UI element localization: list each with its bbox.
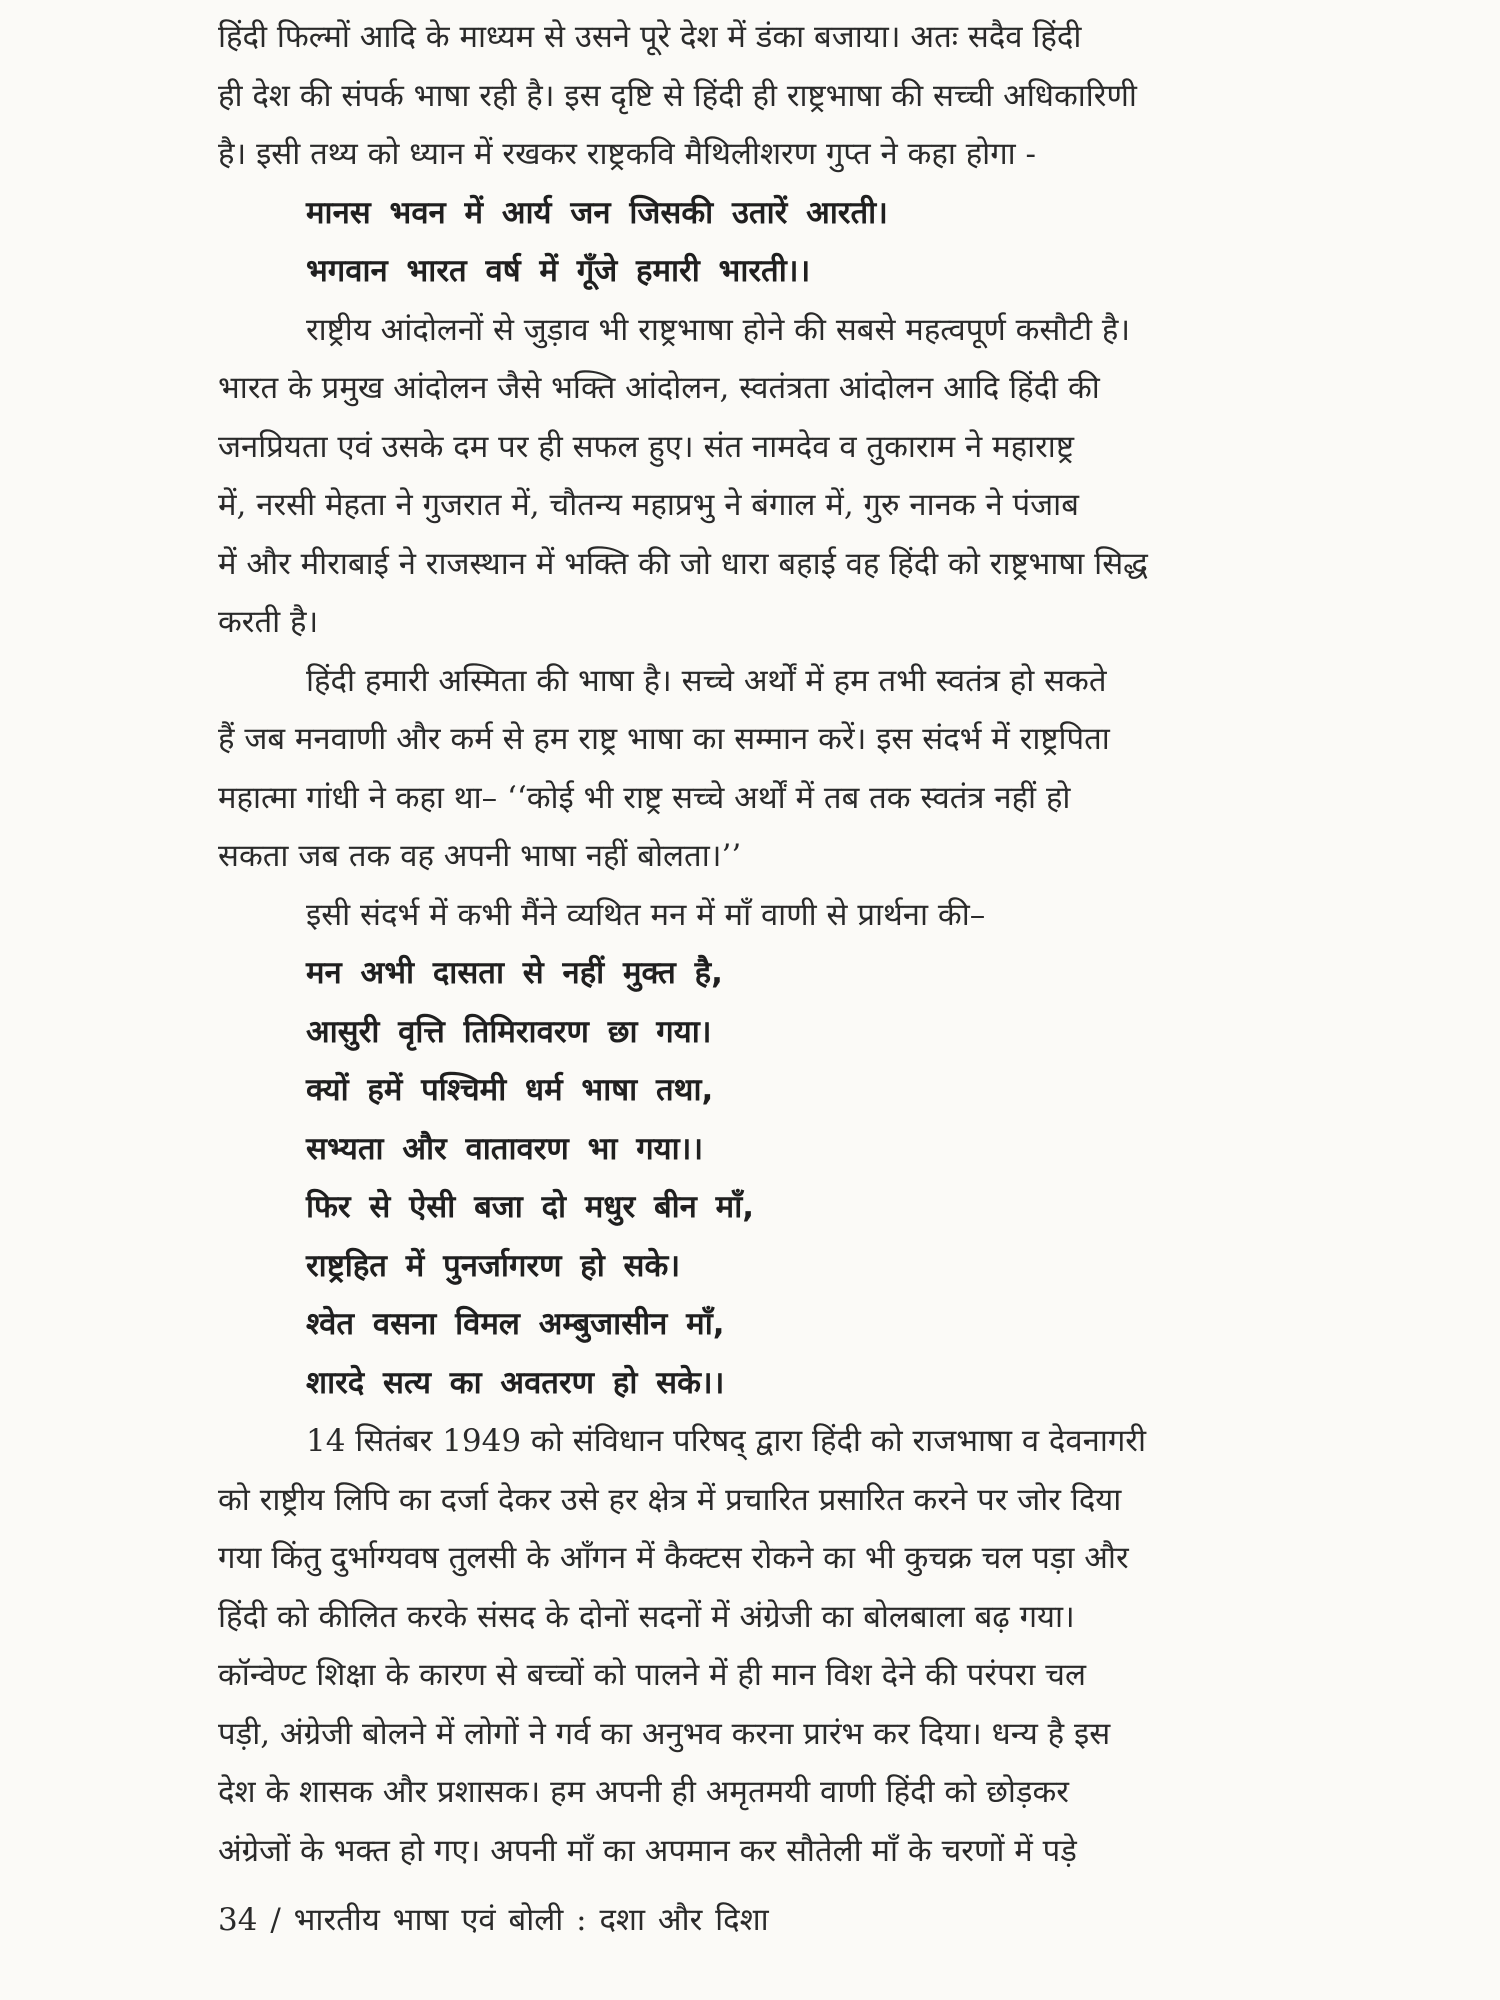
book-title: भारतीय भाषा एवं बोली : दशा और दिशा (293, 1902, 769, 1938)
page-number: 34 (218, 1902, 258, 1938)
verse-line: श्वेत वसना विमल अम्बुजासीन माँ, (306, 1306, 725, 1342)
paragraph-line: में और मीराबाई ने राजस्थान में भक्ति की जो धारा बहाई वह हिंदी को राष्ट्रभाषा सिद्ध (218, 545, 1148, 582)
verse-line: फिर से ऐसी बजा दो मधुर बीन माँ, (306, 1189, 755, 1225)
paragraph-line: हिंदी फिल्मों आदि के माध्यम से उसने पूरे देश में डंका बजाया। अतः सदैव हिंदी (218, 19, 1082, 55)
verse-line: मन अभी दासता से नहीं मुक्त है, (306, 955, 723, 991)
paragraph-line: हिंदी हमारी अस्मिता की भाषा है। सच्चे अर्थों में हम तभी स्वतंत्र हो सकते (306, 662, 1107, 699)
paragraph-line: को राष्ट्रीय लिपि का दर्जा देकर उसे हर क्षेत्र में प्रचारित प्रसारित करने पर जोर दिया (218, 1481, 1122, 1518)
verse-line: क्यों हमें पश्चिमी धर्म भाषा तथा, (306, 1072, 714, 1108)
paragraph-line: गया किंतु दुर्भाग्यवष तुलसी के आँगन में कैक्टस रोकने का भी कुचक्र चल पड़ा और (218, 1540, 1129, 1576)
paragraph-line: कॉन्वेण्ट शिक्षा के कारण से बच्चों को पालने में ही मान विश देने की परंपरा चल (218, 1657, 1086, 1693)
page-body (218, 8, 1303, 1880)
paragraph-1 (218, 8, 1303, 184)
paragraph-line: सकता जब तक वह अपनी भाषा नहीं बोलता।’’ (218, 838, 742, 874)
paragraph-line: इसी संदर्भ में कभी मैंने व्यथित मन में माँ वाणी से प्रार्थना की– (306, 896, 986, 933)
verse-line: भगवान भारत वर्ष में गूँजे हमारी भारती।। (306, 253, 811, 289)
paragraph-line: हैं जब मनवाणी और कर्म से हम राष्ट्र भाषा का सम्मान करें। इस संदर्भ में राष्ट्रपिता (218, 721, 1110, 757)
paragraph-3 (218, 652, 1303, 886)
paragraph-line: महात्मा गांधी ने कहा था– ‘‘कोई भी राष्ट्र सच्चे अर्थों में तब तक स्वतंत्र नहीं हो (218, 779, 1071, 816)
paragraph-4 (218, 886, 1303, 945)
paragraph-line: 14 सितंबर 1949 को संविधान परिषद् द्वारा हिंदी को राजभाषा व देवनागरी (306, 1423, 1147, 1459)
paragraph-line: ही देश की संपर्क भाषा रही है। इस दृष्टि से हिंदी ही राष्ट्रभाषा की सच्ची अधिकारिणी (218, 77, 1137, 114)
paragraph-line: अंग्रेजों के भक्त हो गए। अपनी माँ का अपमान कर सौतेली माँ के चरणों में पड़े (218, 1832, 1077, 1869)
paragraph-2 (218, 301, 1303, 652)
paragraph-line: में, नरसी मेहता ने गुजरात में, चौतन्य महाप्रभु ने बंगाल में, गुरु नानक ने पंजाब (218, 487, 1079, 523)
paragraph-line: राष्ट्रीय आंदोलनों से जुड़ाव भी राष्ट्रभाषा होने की सबसे महत्वपूर्ण कसौटी है। (306, 311, 1131, 348)
paragraph-line: भारत के प्रमुख आंदोलन जैसे भक्ति आंदोलन, स्वतंत्रता आंदोलन आदि हिंदी की (218, 370, 1100, 406)
verse-line: शारदे सत्य का अवतरण हो सके।। (306, 1364, 725, 1401)
paragraph-line: है। इसी तथ्य को ध्यान में रखकर राष्ट्रकवि मैथिलीशरण गुप्त ने कहा होगा - (218, 136, 1037, 172)
verse-2 (218, 944, 1303, 1412)
page-footer (218, 1900, 769, 1940)
paragraph-line: हिंदी को कीलित करके संसद के दोनों सदनों में अंग्रेजी का बोलबाला बढ़ गया। (218, 1598, 1075, 1635)
paragraph-line: जनप्रियता एवं उसके दम पर ही सफल हुए। संत नामदेव व तुकाराम ने महाराष्ट्र (218, 428, 1074, 465)
verse-line: सभ्यता और वातावरण भा गया।। (306, 1130, 704, 1167)
paragraph-line: देश के शासक और प्रशासक। हम अपनी ही अमृतमयी वाणी हिंदी को छोड़कर (218, 1774, 1069, 1810)
paragraph-5 (218, 1412, 1303, 1880)
verse-line: मानस भवन में आर्य जन जिसकी उतारें आरती। (306, 194, 888, 231)
footer-separator: / (270, 1902, 281, 1938)
verse-1 (218, 184, 1303, 301)
verse-line: राष्ट्रहित में पुनर्जागरण हो सके। (306, 1247, 681, 1284)
verse-line: आसुरी वृत्ति तिमिरावरण छा गया। (306, 1013, 712, 1050)
paragraph-line: पड़ी, अंग्रेजी बोलने में लोगों ने गर्व का अनुभव करना प्रारंभ कर दिया। धन्य है इस (218, 1715, 1111, 1752)
paragraph-line: करती है। (218, 604, 319, 640)
